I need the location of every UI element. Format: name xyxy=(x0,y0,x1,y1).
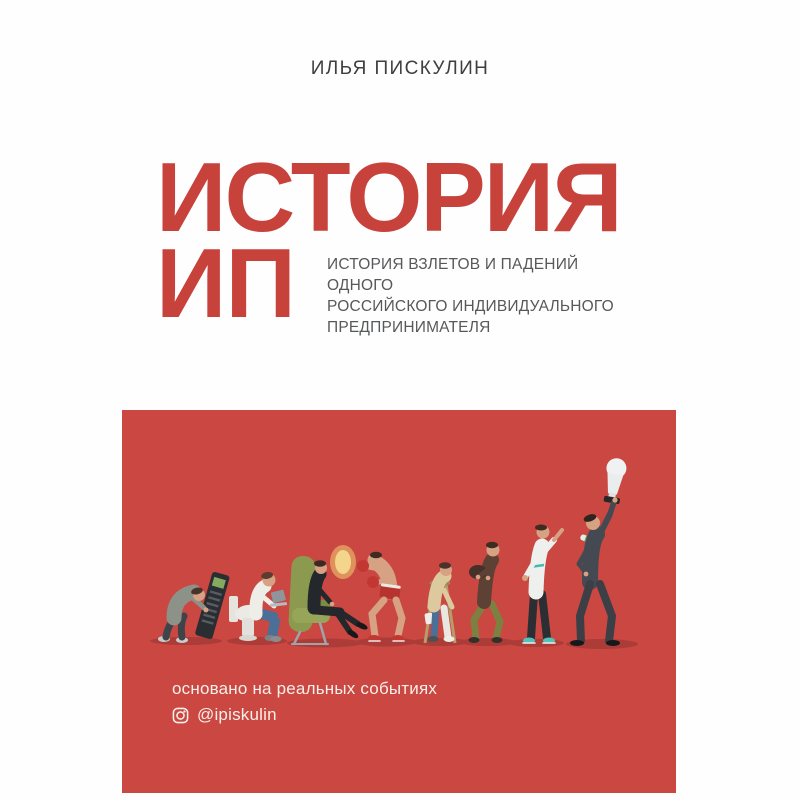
title-line-1: ИСТОРИЯ xyxy=(156,142,621,252)
boxing-glove xyxy=(367,576,379,588)
hair xyxy=(314,560,326,566)
subtitle-line-3: ПРЕДПРИНИМАТЕЛЯ xyxy=(327,319,491,336)
figure-airplane-seat-man xyxy=(287,545,369,648)
subtitle-line-1: ИСТОРИЯ ВЗЛЕТОВ И ПАДЕНИЙ ОДНОГО xyxy=(327,256,579,294)
figure-bundle-man xyxy=(460,542,516,646)
instagram-handle: @ipiskulin xyxy=(197,705,277,724)
shoe xyxy=(492,637,503,643)
cast-foot xyxy=(444,636,455,642)
instagram-icon xyxy=(172,707,189,724)
figure-crutches-man xyxy=(412,562,468,646)
shoe xyxy=(469,637,480,643)
leg-cast xyxy=(444,608,448,637)
laptop xyxy=(270,589,287,606)
hand xyxy=(486,576,491,581)
hair xyxy=(535,525,547,531)
evolution-illustration xyxy=(122,410,676,793)
hand xyxy=(330,602,335,607)
hair xyxy=(439,562,451,568)
shoe xyxy=(606,640,620,646)
instagram-row xyxy=(172,705,277,725)
shoe xyxy=(271,636,282,642)
shoe xyxy=(570,640,584,646)
subtitle-line-2: РОССИЙСКОГО ИНДИВИДУАЛЬНОГО xyxy=(327,298,614,315)
subtitle xyxy=(327,254,627,338)
trophy xyxy=(601,457,629,505)
shadow xyxy=(412,638,468,646)
figure-toilet-laptop-man xyxy=(227,571,287,645)
hand xyxy=(612,497,617,502)
hand xyxy=(522,575,528,581)
figure-calculator-man xyxy=(150,571,230,645)
hand xyxy=(476,575,481,580)
hair xyxy=(370,552,382,558)
shoe xyxy=(428,636,439,642)
figure-trophy-man xyxy=(566,457,638,649)
red-panel xyxy=(122,410,676,793)
boxing-glove xyxy=(357,560,369,572)
figure-boxer xyxy=(356,552,416,647)
title-line-2: ИП xyxy=(156,228,295,338)
hand xyxy=(204,608,209,613)
porthole-glow-core xyxy=(335,550,351,574)
author-name: ИЛЬЯ ПИСКУЛИН xyxy=(310,58,490,79)
tagline: основано на реальных событиях xyxy=(172,679,438,698)
hand xyxy=(584,572,589,577)
shadow xyxy=(460,638,516,646)
shadow xyxy=(356,638,416,647)
hair xyxy=(486,542,498,548)
